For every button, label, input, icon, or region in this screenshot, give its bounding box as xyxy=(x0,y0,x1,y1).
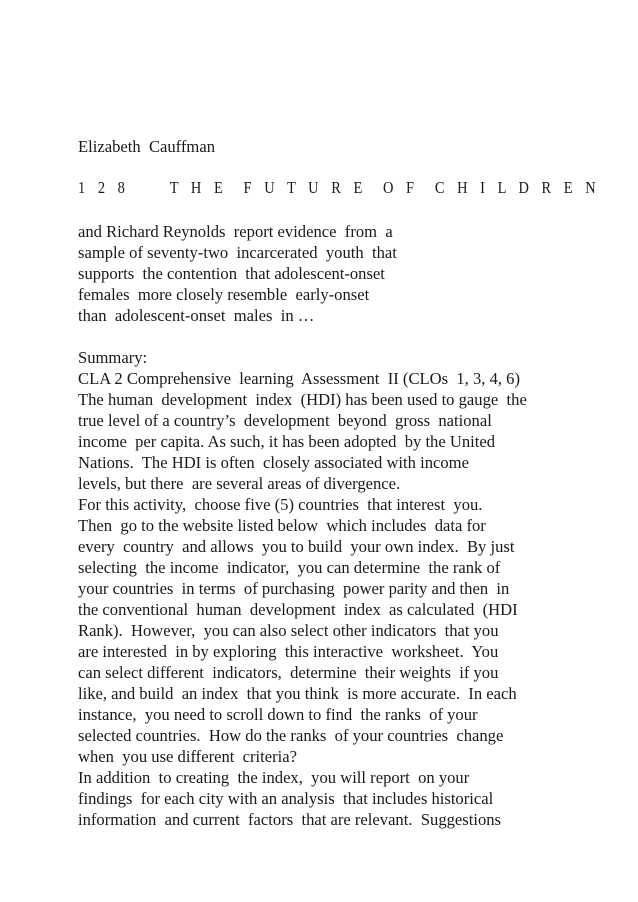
text-line: selecting the income indicator, you can determine the rank of xyxy=(78,558,501,577)
author-name: Elizabeth Cauffman xyxy=(78,137,216,156)
text-line: levels, but there are several areas of divergence. xyxy=(78,474,401,493)
text-line: the conventional human development index as calculated (HDI xyxy=(78,600,518,619)
text-line: are interested in by exploring this interactive worksheet. You xyxy=(78,642,499,661)
text-line: like, and build an index that you think is more accurate. In each xyxy=(78,684,517,703)
running-head: 1 2 8 T H E F U T U R E O F C H I L D R E N xyxy=(78,178,601,197)
text-line: your countries in terms of purchasing power parity and then in xyxy=(78,579,510,598)
text-line: can select different indicators, determine their weights if you xyxy=(78,663,499,682)
text-line: Then go to the website listed below which includes data for xyxy=(78,516,486,535)
text-line: when you use different criteria? xyxy=(78,747,298,766)
text-line: Rank). However, you can also select other indicators that you xyxy=(78,621,499,640)
text-line: than adolescent-onset males in … xyxy=(78,306,315,325)
text-line: In addition to creating the index, you will report on your xyxy=(78,768,470,787)
summary-label: Summary: xyxy=(78,348,148,367)
text-line: true level of a country’s development beyond gross national xyxy=(78,411,492,430)
text-line: Nations. The HDI is often closely associated with income xyxy=(78,453,469,472)
text-line: supports the contention that adolescent-onset xyxy=(78,264,385,283)
text-line: every country and allows you to build your own index. By just xyxy=(78,537,515,556)
text-line: and Richard Reynolds report evidence from a xyxy=(78,222,393,241)
text-line: For this activity, choose five (5) countries that interest you. xyxy=(78,495,483,514)
text-line: findings for each city with an analysis that includes historical xyxy=(78,789,494,808)
text-line: females more closely resemble early-onset xyxy=(78,285,370,304)
text-line: instance, you need to scroll down to find the ranks of your xyxy=(78,705,478,724)
text-line: sample of seventy-two incarcerated youth that xyxy=(78,243,397,262)
text-line: information and current factors that are relevant. Suggestions xyxy=(78,810,502,829)
text-line: The human development index (HDI) has been used to gauge the xyxy=(78,390,527,409)
text-line: CLA 2 Comprehensive learning Assessment II (CLOs 1, 3, 4, 6) xyxy=(78,369,520,388)
text-line: selected countries. How do the ranks of your countries change xyxy=(78,726,504,745)
text-line: income per capita. As such, it has been adopted by the United xyxy=(78,432,496,451)
